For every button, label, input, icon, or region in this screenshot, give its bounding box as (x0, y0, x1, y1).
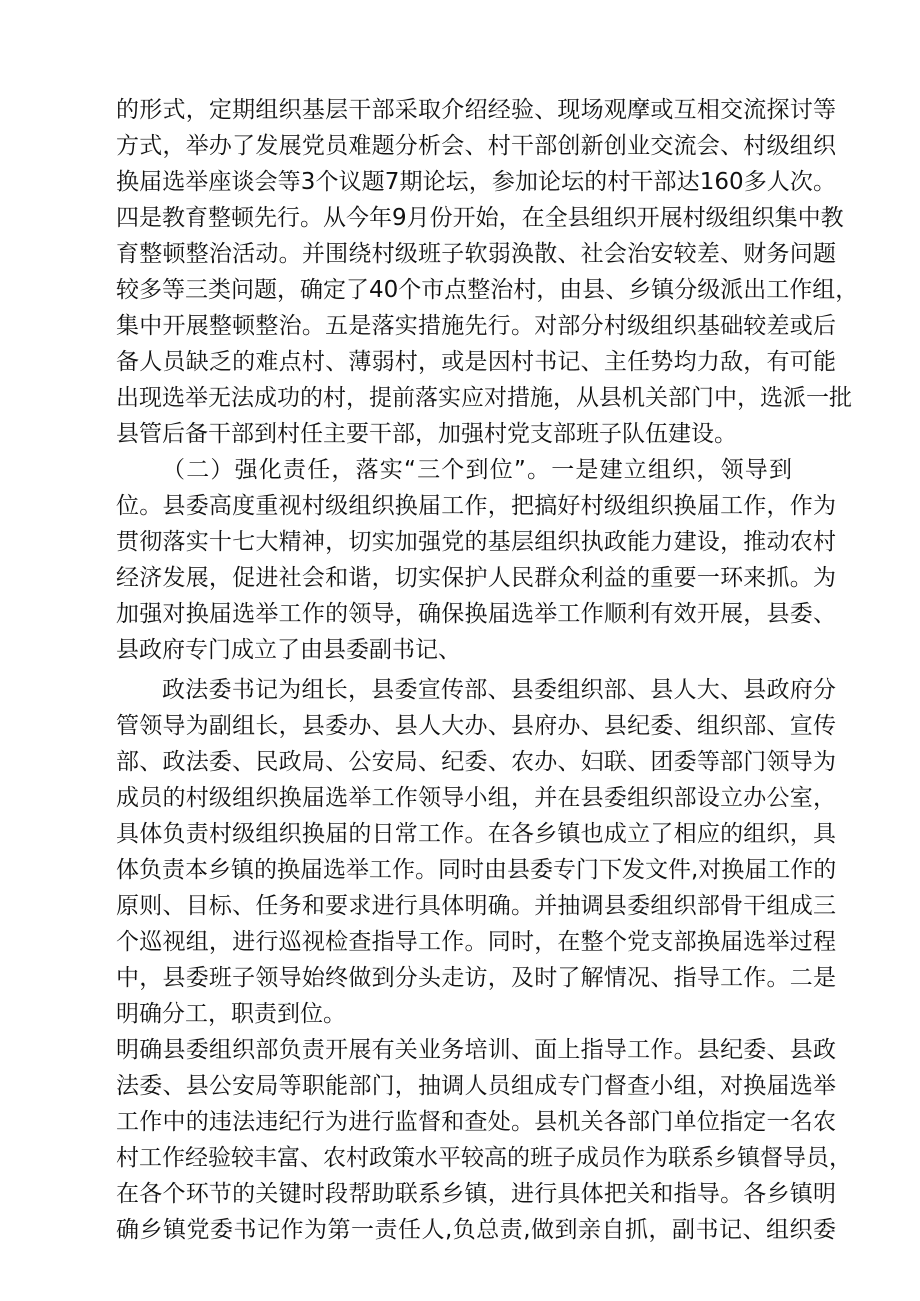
text-line: 政法委书记为组长，县委宣传部、县委组织部、县人大、县政府分 (162, 677, 836, 703)
text-line: 明确分工，职责到位。 (116, 1001, 346, 1027)
text-line: 法委、县公安局等职能部门，抽调人员组成专门督查小组，对换届选举 (116, 1073, 836, 1099)
text-line: 贯彻落实十七大精神，切实加强党的基层组织执政能力建设，推动农村 (116, 529, 836, 555)
text-line: 四是教育整顿先行。从今年9月份开始，在全县组织开展村级组织集中教 (116, 205, 844, 231)
text-line: 经济发展，促进社会和谐，切实保护人民群众利益的重要一环来抓。为 (116, 565, 836, 591)
text-line: 县管后备干部到村任主要干部，加强村党支部班子队伍建设。 (116, 421, 737, 447)
section-heading-line: （二）强化责任，落实“三个到位”。一是建立组织，领导到 (162, 457, 792, 483)
text-line: 管领导为副组长，县委办、县人大办、县府办、县纪委、组织部、宣传 (116, 713, 836, 739)
text-line: 备人员缺乏的难点村、薄弱村，或是因村书记、主任势均力敌，有可能 (116, 349, 836, 375)
text-line: 方式，举办了发展党员难题分析会、村干部创新创业交流会、村级组织 (116, 133, 836, 159)
text-line: 育整顿整治活动。并围绕村级班子软弱涣散、社会治安较差、财务问题 (116, 241, 836, 267)
text-line: 部、政法委、民政局、公安局、纪委、农办、妇联、团委等部门领导为 (116, 749, 836, 775)
text-line: 换届选举座谈会等3个议题7期论坛，参加论坛的村干部达160多人次。 (116, 169, 836, 195)
text-line: 村工作经验较丰富、农村政策水平较高的班子成员作为联系乡镇督导员， (116, 1145, 852, 1171)
text-line: 原则、目标、任务和要求进行具体明确。并抽调县委组织部骨干组成三 (116, 893, 836, 919)
text-line: 中，县委班子领导始终做到分头走访，及时了解情况、指导工作。二是 (116, 965, 836, 991)
text-line: 县政府专门成立了由县委副书记、 (116, 637, 461, 663)
text-line: 集中开展整顿整治。五是落实措施先行。对部分村级组织基础较差或后 (116, 313, 836, 339)
text-line: 工作中的违法违纪行为进行监督和查处。县机关各部门单位指定一名农 (116, 1109, 836, 1135)
text-line: 的形式，定期组织基层干部采取介绍经验、现场观摩或互相交流探讨等 (116, 97, 836, 123)
text-line: 体负责本乡镇的换届选举工作。同时由县委专门下发文件,对换届工作的 (116, 857, 837, 883)
text-line: 成员的村级组织换届选举工作领导小组，并在县委组织部设立办公室， (116, 785, 836, 811)
text-line: 具体负责村级组织换届的日常工作。在各乡镇也成立了相应的组织，具 (116, 821, 836, 847)
text-line: 个巡视组，进行巡视检查指导工作。同时，在整个党支部换届选举过程 (116, 929, 836, 955)
text-line: 加强对换届选举工作的领导，确保换届选举工作顺利有效开展，县委、 (116, 601, 836, 627)
text-line: 位。县委高度重视村级组织换届工作，把搞好村级组织换届工作，作为 (116, 493, 836, 519)
text-line: 明确县委组织部负责开展有关业务培训、面上指导工作。县纪委、县政 (116, 1037, 836, 1063)
text-line: 较多等三类问题，确定了40个市点整治村，由县、乡镇分级派出工作组， (116, 277, 859, 303)
text-line: 在各个环节的关键时段帮助联系乡镇，进行具体把关和指导。各乡镇明 (116, 1181, 836, 1207)
text-line: 出现选举无法成功的村，提前落实应对措施，从县机关部门中，选派一批 (116, 385, 852, 411)
text-line: 确乡镇党委书记作为第一责任人,负总责,做到亲自抓，副书记、组织委 (116, 1217, 836, 1243)
